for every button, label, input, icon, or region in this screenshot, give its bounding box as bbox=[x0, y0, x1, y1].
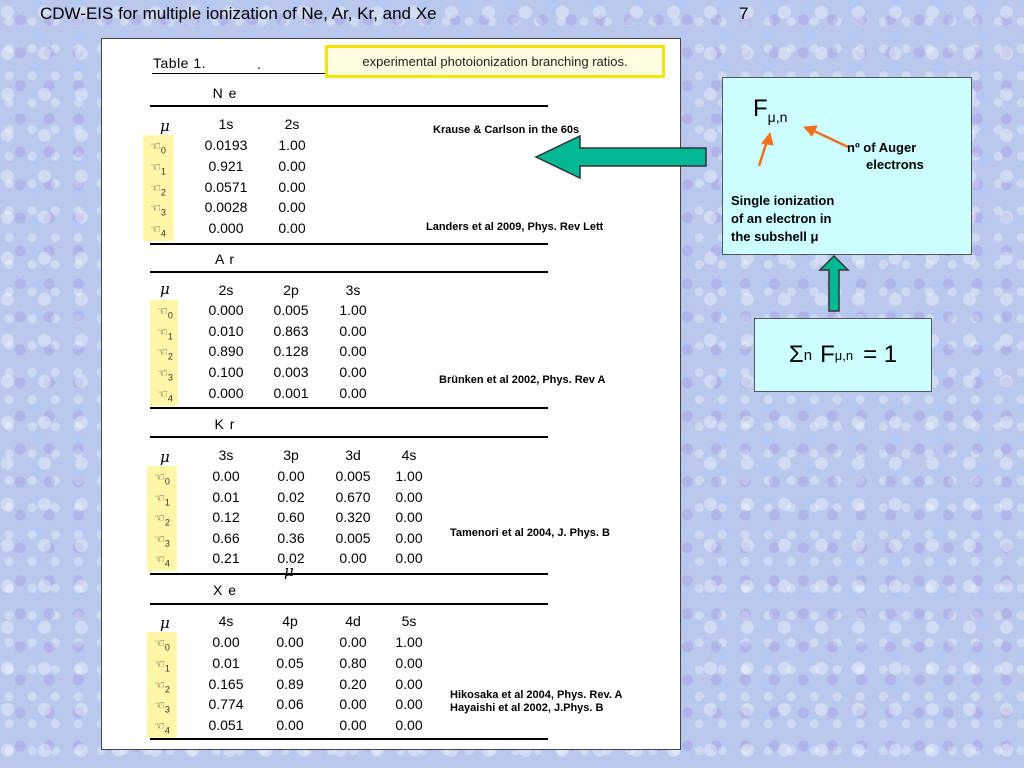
table-cell: 0.00 bbox=[395, 550, 423, 567]
hand-pointer-icon: ☜ bbox=[154, 490, 165, 505]
row-index: 1 bbox=[167, 331, 173, 342]
hand-pointer-icon: ☜ bbox=[157, 386, 168, 401]
stray-mu: μ bbox=[284, 562, 294, 580]
table-cell: 0.02 bbox=[277, 488, 305, 505]
row-index: 3 bbox=[160, 207, 166, 218]
table-cell: 0.12 bbox=[212, 509, 240, 526]
table-cell: 0.863 bbox=[273, 322, 309, 339]
table-cell: 0.128 bbox=[273, 343, 309, 360]
table-cell: 0.20 bbox=[339, 675, 367, 692]
mu-header-kr: μ bbox=[160, 448, 170, 466]
table-cell: 0.000 bbox=[208, 384, 244, 401]
table-cell: 0.01 bbox=[212, 488, 240, 505]
table-caption: Table 1. bbox=[153, 55, 207, 71]
table-cell: 0.0028 bbox=[204, 199, 248, 216]
column-header-kr-4s: 4s bbox=[401, 447, 417, 463]
mu-header-ar: μ bbox=[160, 280, 170, 298]
table-cell: 0.165 bbox=[208, 675, 244, 692]
table-cell: 0.0193 bbox=[204, 137, 248, 153]
table-cell: 1.00 bbox=[278, 137, 306, 153]
row-index: 0 bbox=[164, 642, 170, 653]
table-cell: 0.00 bbox=[278, 178, 306, 195]
table-cell: 0.00 bbox=[278, 199, 306, 216]
table-cell: 1.00 bbox=[395, 468, 423, 484]
slide-number: 7 bbox=[739, 4, 749, 23]
table-cell: 0.89 bbox=[276, 675, 304, 692]
hand-pointer-icon: ☜ bbox=[150, 139, 161, 153]
hand-pointer-icon: ☜ bbox=[154, 531, 165, 546]
column-header-xe-4d: 4d bbox=[345, 613, 361, 629]
reference-ne-2: Landers et al 2009, Phys. Rev Lett bbox=[426, 221, 604, 233]
column-header-xe-4p: 4p bbox=[282, 613, 298, 629]
table-cell: 0.00 bbox=[339, 322, 367, 339]
row-index: 2 bbox=[164, 683, 170, 694]
hand-pointer-icon: ☜ bbox=[150, 201, 161, 216]
table-cell: 0.774 bbox=[208, 696, 244, 713]
hand-pointer-icon: ☜ bbox=[154, 511, 165, 526]
column-header-ne-1s: 1s bbox=[218, 116, 234, 132]
column-header-kr-3p: 3p bbox=[283, 447, 299, 463]
row-index: 1 bbox=[164, 663, 170, 674]
orange-arrow-1 bbox=[759, 133, 773, 166]
hand-pointer-icon: ☜ bbox=[154, 656, 165, 671]
row-index: 3 bbox=[164, 704, 170, 715]
table-cell: 0.001 bbox=[273, 384, 309, 401]
table-cell: 0.00 bbox=[395, 654, 423, 671]
reference-xe-2: Hayaishi et al 2002, J.Phys. B bbox=[450, 702, 604, 714]
table-cell: 0.00 bbox=[395, 529, 423, 546]
mu-header-ne: μ bbox=[160, 117, 170, 135]
column-header-ar-2p: 2p bbox=[283, 282, 299, 298]
table-cell: 0.051 bbox=[208, 717, 244, 734]
orange-arrow-2 bbox=[804, 126, 848, 147]
table-cell: 0.00 bbox=[395, 509, 423, 526]
reference-xe-1: Hikosaka et al 2004, Phys. Rev. A bbox=[450, 689, 623, 701]
reference-ar: Brünken et al 2002, Phys. Rev A bbox=[439, 374, 606, 386]
hand-pointer-icon: ☜ bbox=[154, 698, 165, 713]
element-name-ar: A r bbox=[214, 251, 236, 267]
up-green-arrow bbox=[820, 256, 848, 311]
element-name-kr: K r bbox=[214, 416, 236, 432]
table-cell: 0.00 bbox=[339, 343, 367, 360]
row-index: 3 bbox=[167, 372, 173, 383]
row-index: 1 bbox=[160, 166, 166, 177]
table-cell: 0.00 bbox=[212, 634, 240, 650]
table-cell: 0.02 bbox=[277, 550, 305, 567]
column-header-xe-5s: 5s bbox=[401, 613, 417, 629]
table-cell: 0.00 bbox=[395, 696, 423, 713]
table-cell: 0.00 bbox=[278, 220, 306, 237]
table-cell: 0.00 bbox=[395, 717, 423, 734]
table-cell: 0.0571 bbox=[204, 178, 248, 195]
element-name-ne: N e bbox=[212, 85, 238, 101]
table-cell: 0.66 bbox=[212, 529, 240, 546]
column-header-xe-4s: 4s bbox=[218, 613, 234, 629]
hand-pointer-icon: ☜ bbox=[154, 552, 165, 567]
f-mu-n-symbol: $F_{\mu,n}$ bbox=[753, 95, 788, 125]
left-green-arrow bbox=[536, 136, 706, 178]
hand-pointer-icon: ☜ bbox=[154, 719, 165, 734]
row-index: 4 bbox=[167, 393, 173, 404]
table-cell: 0.05 bbox=[276, 654, 304, 671]
normalization-box: Σ n F μ,n = 1 bbox=[754, 318, 932, 392]
column-header-ne-2s: 2s bbox=[284, 116, 300, 132]
table-cell: 0.320 bbox=[335, 509, 371, 526]
table-cell: 0.00 bbox=[277, 468, 305, 484]
table-cell: 0.003 bbox=[273, 364, 309, 381]
hand-pointer-icon: ☜ bbox=[154, 470, 165, 484]
table-cell: 0.21 bbox=[212, 550, 240, 567]
table-cell: 0.890 bbox=[208, 343, 244, 360]
table-cell: 0.00 bbox=[395, 675, 423, 692]
row-index: 4 bbox=[164, 558, 170, 569]
table-cell: 0.670 bbox=[335, 488, 371, 505]
column-header-kr-3s: 3s bbox=[218, 447, 234, 463]
reference-ne-1: Krause & Carlson in the 60s bbox=[433, 124, 580, 136]
highlight-text: experimental photoionization branching ratios. bbox=[362, 54, 628, 69]
column-header-ar-2s: 2s bbox=[218, 282, 234, 298]
table-cell: 0.000 bbox=[208, 220, 244, 237]
row-index: 4 bbox=[164, 725, 170, 736]
table-cell: 0.00 bbox=[276, 717, 304, 734]
hand-pointer-icon: ☜ bbox=[154, 677, 165, 692]
table-cell: 0.00 bbox=[339, 384, 367, 401]
hand-pointer-icon: ☜ bbox=[150, 180, 161, 195]
table-cell: 0.00 bbox=[339, 696, 367, 713]
row-index: 0 bbox=[167, 310, 173, 321]
table-cell: 1.00 bbox=[339, 302, 367, 318]
table-cell: 0.00 bbox=[278, 157, 306, 174]
table-cell: 0.010 bbox=[208, 322, 244, 339]
hand-pointer-icon: ☜ bbox=[157, 304, 168, 318]
table-cell: 0.005 bbox=[335, 529, 371, 546]
table-cell: 0.00 bbox=[339, 634, 367, 650]
table-cell: 1.00 bbox=[395, 634, 423, 650]
table-cell: 0.00 bbox=[395, 488, 423, 505]
table-cell: 0.01 bbox=[212, 654, 240, 671]
single-ionization-note: Single ionization of an electron in the subshell μ bbox=[731, 193, 835, 244]
column-header-kr-3d: 3d bbox=[345, 447, 361, 463]
table-cell: 0.00 bbox=[212, 468, 240, 484]
table-cell: 0.06 bbox=[276, 696, 304, 713]
table-cell: 0.100 bbox=[208, 364, 244, 381]
column-header-ar-3s: 3s bbox=[345, 282, 361, 298]
hand-pointer-icon: ☜ bbox=[154, 636, 165, 650]
mu-header-xe: μ bbox=[160, 614, 170, 632]
element-name-xe: X e bbox=[212, 582, 237, 598]
hand-pointer-icon: ☜ bbox=[157, 345, 168, 360]
table-cell: 0.000 bbox=[208, 302, 244, 318]
slide-title: CDW-EIS for multiple ionization of Ne, Ar, Kr, and Xe bbox=[40, 4, 437, 23]
auger-note: nº of Auger electrons bbox=[847, 140, 924, 172]
row-index: 0 bbox=[160, 145, 166, 156]
table-cell: 0.80 bbox=[339, 654, 367, 671]
hand-pointer-icon: ☜ bbox=[150, 159, 161, 174]
table-cell: 0.005 bbox=[335, 468, 371, 484]
hand-pointer-icon: ☜ bbox=[157, 324, 168, 339]
table-cell: 0.00 bbox=[276, 634, 304, 650]
row-index: 2 bbox=[160, 186, 166, 197]
table-cell: 0.921 bbox=[208, 157, 244, 174]
reference-kr: Tamenori et al 2004, J. Phys. B bbox=[450, 527, 610, 539]
hand-pointer-icon: ☜ bbox=[157, 366, 168, 381]
table-cell: 0.00 bbox=[339, 717, 367, 734]
table-cell: 0.60 bbox=[277, 509, 305, 526]
row-index: 2 bbox=[167, 351, 173, 362]
table-cell: 0.00 bbox=[339, 550, 367, 567]
row-index: 4 bbox=[160, 228, 166, 239]
table-cell: 0.005 bbox=[273, 302, 309, 318]
row-index: 0 bbox=[164, 476, 170, 487]
row-index: 2 bbox=[164, 517, 170, 528]
table-cell: 0.36 bbox=[277, 529, 305, 546]
hand-pointer-icon: ☜ bbox=[150, 222, 161, 237]
table-cell: 0.00 bbox=[339, 364, 367, 381]
row-index: 1 bbox=[164, 496, 170, 507]
row-index: 3 bbox=[164, 538, 170, 549]
caption-dot: . bbox=[257, 56, 261, 72]
